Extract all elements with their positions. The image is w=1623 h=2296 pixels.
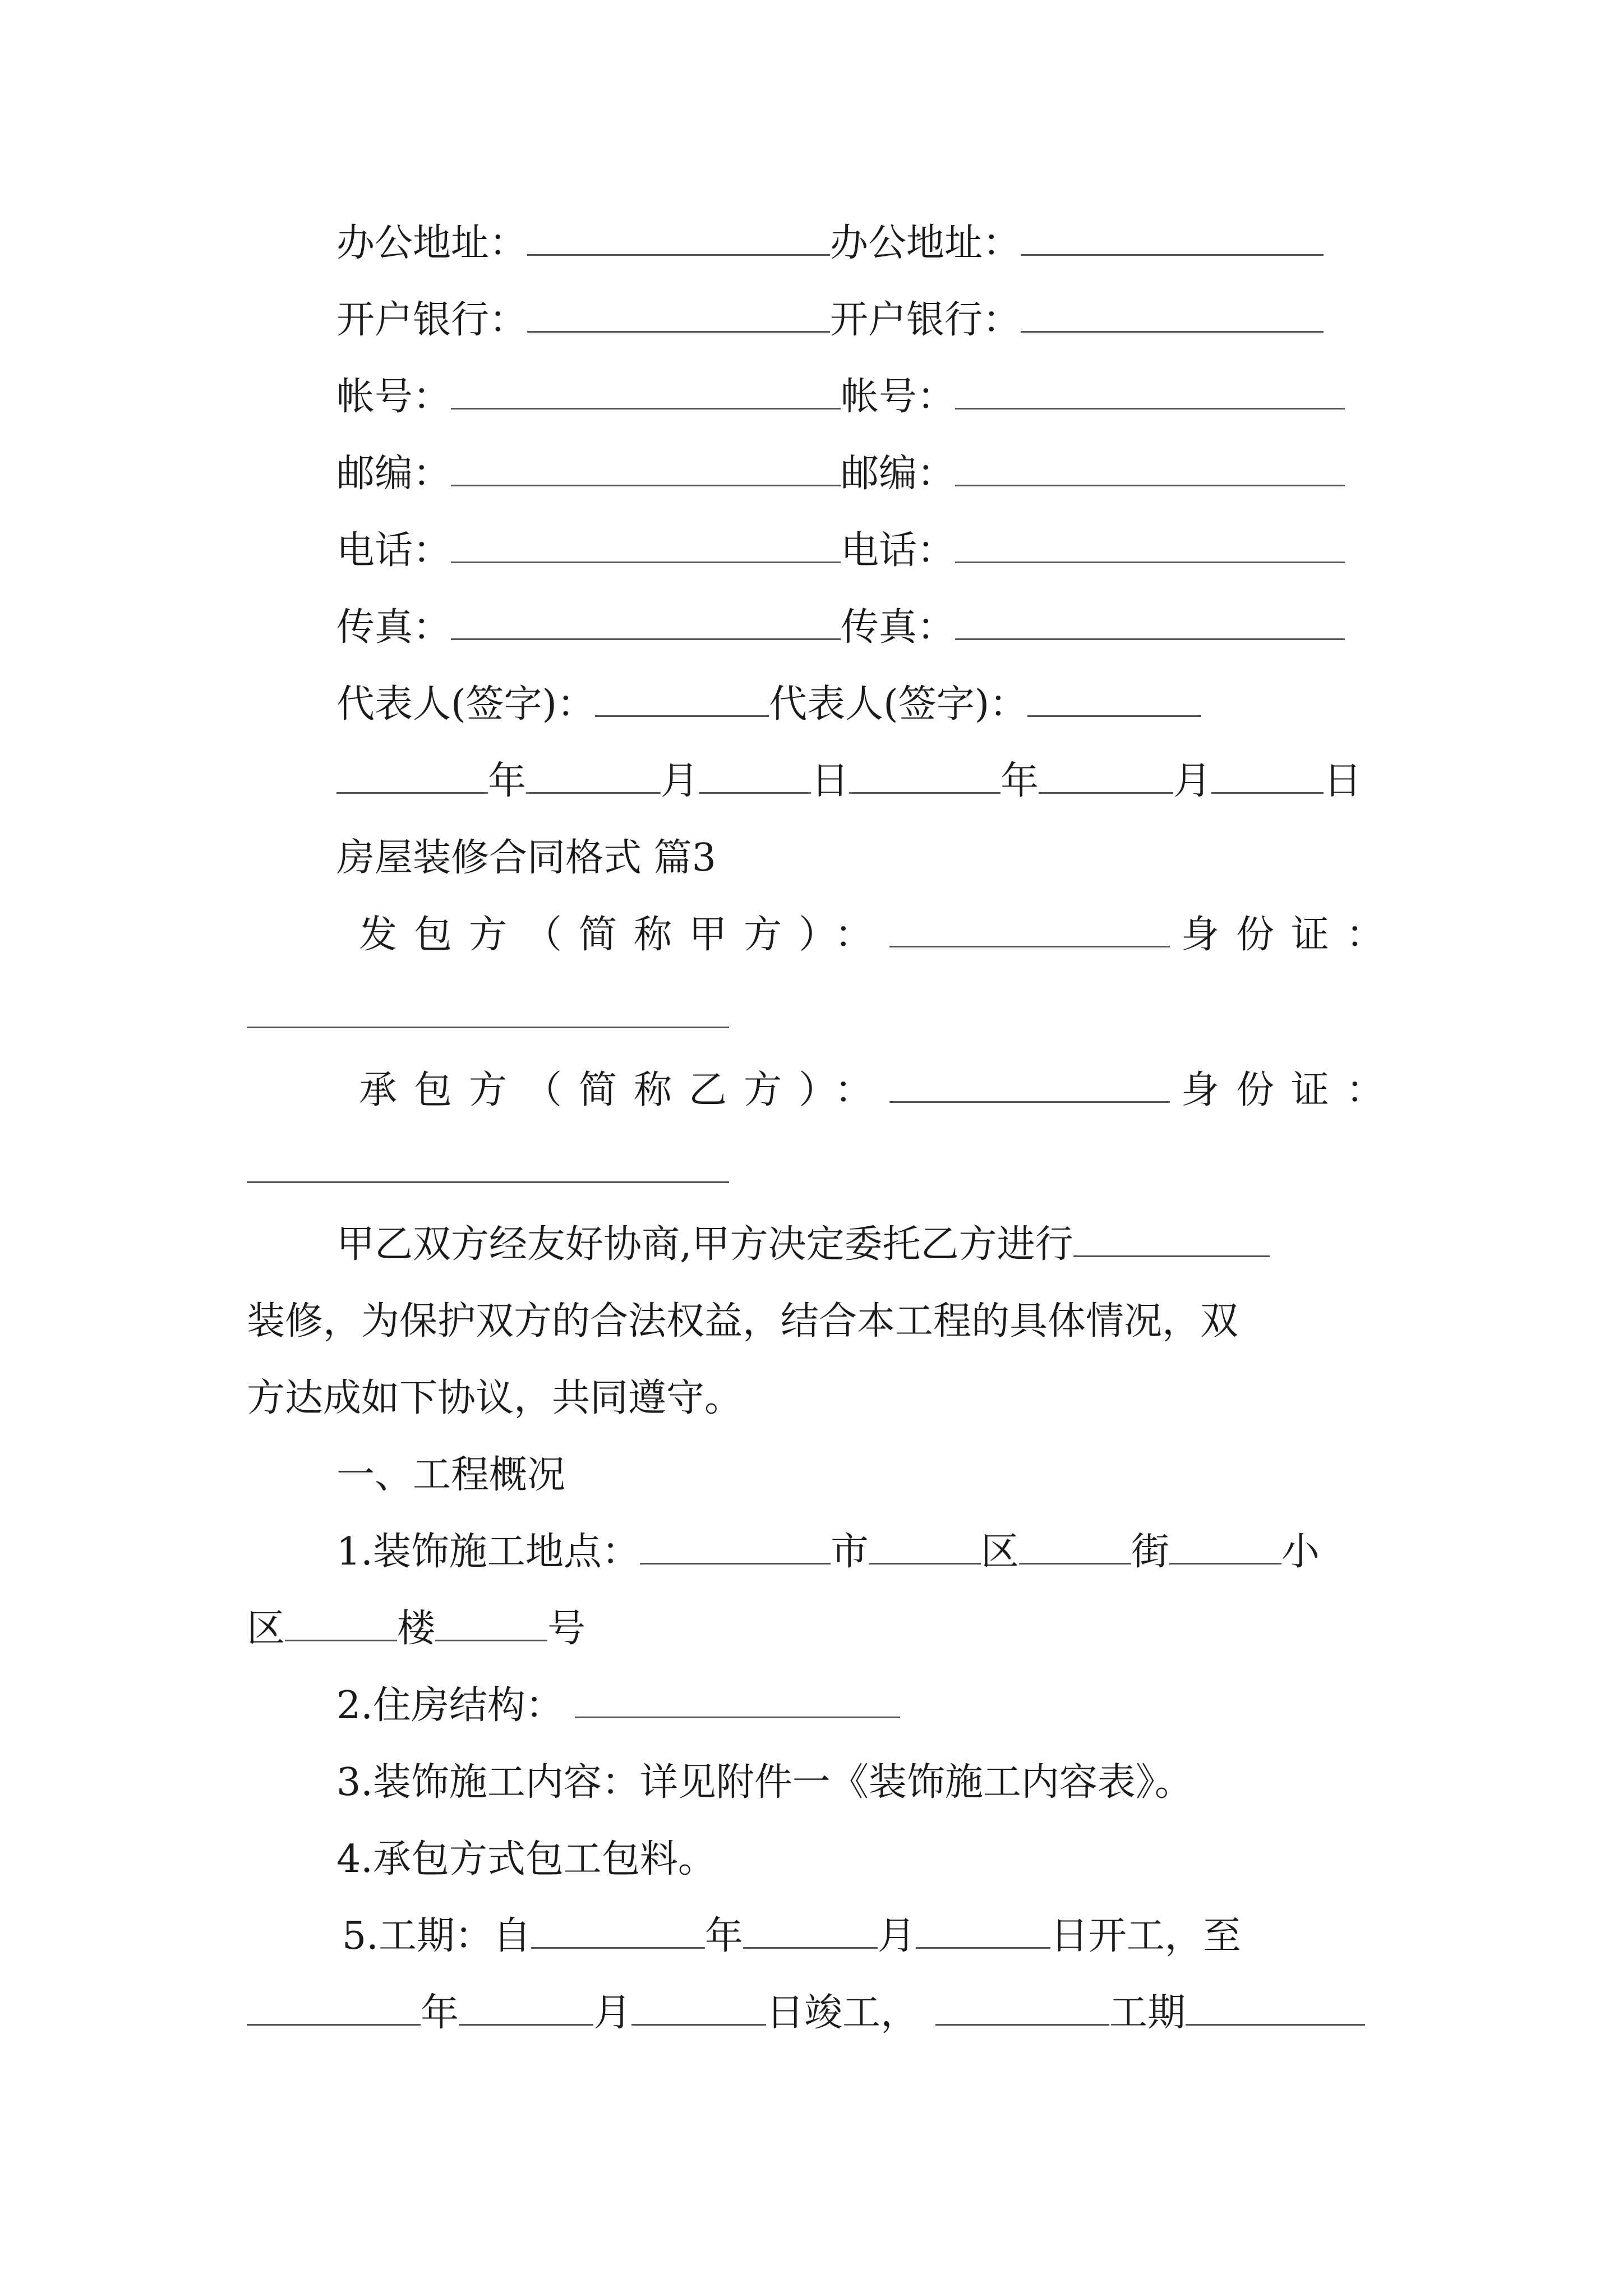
city-label: 市 xyxy=(830,1530,869,1574)
employer-id-label: 身份证： xyxy=(1181,913,1401,957)
employer-id-blank[interactable] xyxy=(247,1027,729,1028)
location-blank[interactable] xyxy=(640,1529,831,1565)
district-blank[interactable] xyxy=(1019,1529,1131,1565)
office-address-label-a: 办公地址： xyxy=(336,221,528,265)
item-4: 4.承包方式包工包料。 xyxy=(336,1837,716,1881)
account-label-a: 帐号： xyxy=(336,375,451,419)
representative-row xyxy=(336,679,1201,730)
end-year-blank[interactable] xyxy=(247,1990,421,2026)
day-label-b: 日 xyxy=(1324,759,1362,803)
end-day-blank[interactable] xyxy=(631,1990,766,2026)
item-5-label: 5.工期：自 xyxy=(342,1914,531,1958)
account-label-b: 帐号： xyxy=(841,375,956,419)
xiao-label: 小 xyxy=(1281,1530,1320,1574)
contractor-id-label: 身份证： xyxy=(1181,1068,1401,1112)
fax-label-a: 传真： xyxy=(336,605,451,650)
preamble-line-3: 方达成如下协议，共同遵守。 xyxy=(247,1376,743,1420)
building-label: 楼 xyxy=(397,1607,436,1651)
contractor-row xyxy=(359,1065,1401,1116)
date-row xyxy=(336,756,1362,807)
structure-blank[interactable] xyxy=(575,1683,900,1718)
completed-label: 日竣工， xyxy=(766,1991,919,2035)
month-blank-a[interactable] xyxy=(526,758,661,794)
day-blank-a[interactable] xyxy=(699,758,811,794)
fax-label-b: 传真： xyxy=(841,605,956,650)
phone-blank-a[interactable] xyxy=(451,528,841,563)
office-address-blank-a[interactable] xyxy=(527,220,830,256)
preamble-text-1: 甲乙双方经友好协商,甲方决定委托乙方进行 xyxy=(336,1222,1073,1267)
number-label: 号 xyxy=(547,1607,586,1651)
item-2 xyxy=(336,1680,900,1732)
bank-label-a: 开户银行： xyxy=(336,298,528,342)
item-5-line-2 xyxy=(247,1987,1365,2039)
street-blank[interactable] xyxy=(1169,1529,1281,1565)
representative-label-a: 代表人(签字)： xyxy=(336,682,596,726)
employer-label: 发包方（简称甲方）： xyxy=(359,913,890,957)
start-year-label: 年 xyxy=(704,1914,743,1958)
item-1-line-1 xyxy=(336,1526,1320,1578)
month-label-a: 月 xyxy=(661,759,699,803)
day-label-a: 日 xyxy=(811,759,850,803)
year-label-b: 年 xyxy=(1000,759,1039,803)
end-month-blank[interactable] xyxy=(459,1990,593,2026)
office-address-label-b: 办公地址： xyxy=(830,221,1021,265)
end-year-label: 年 xyxy=(421,1991,459,2035)
district-label: 区 xyxy=(980,1530,1019,1574)
postcode-label-b: 邮编： xyxy=(841,452,956,496)
preamble-line-2: 装修，为保护双方的合法权益，结合本工程的具体情况，双 xyxy=(247,1299,1239,1343)
postcode-label-a: 邮编： xyxy=(336,452,451,496)
item-1-label: 1.装饰施工地点： xyxy=(336,1530,640,1574)
preamble-line-1 xyxy=(336,1219,1270,1271)
month-label-b: 月 xyxy=(1173,759,1212,803)
representative-blank-b[interactable] xyxy=(1027,682,1201,717)
qu-label: 区 xyxy=(247,1607,285,1651)
year-label-a: 年 xyxy=(488,759,527,803)
day-blank-b[interactable] xyxy=(1211,758,1324,794)
employer-blank[interactable] xyxy=(889,912,1170,947)
item-3: 3.装饰施工内容：详见附件一《装饰施工内容表》。 xyxy=(336,1760,1193,1805)
bank-blank-a[interactable] xyxy=(527,297,830,333)
representative-label-b: 代表人(签字)： xyxy=(769,682,1028,726)
heading-project-overview: 一、工程概况 xyxy=(336,1453,566,1497)
street-label: 街 xyxy=(1131,1530,1169,1574)
postcode-blank-a[interactable] xyxy=(451,451,841,486)
postcode-blank-b[interactable] xyxy=(955,451,1345,486)
fax-row xyxy=(336,602,1345,654)
period-lead-blank[interactable] xyxy=(935,1990,1109,2026)
fax-blank-b[interactable] xyxy=(955,605,1345,640)
representative-blank-a[interactable] xyxy=(595,682,769,717)
office-address-blank-b[interactable] xyxy=(1021,220,1324,256)
period-label: 工期 xyxy=(1109,1991,1186,2035)
contractor-label: 承包方（简称乙方）： xyxy=(359,1068,890,1112)
item-5-line-1 xyxy=(342,1911,1241,1962)
contractor-id-blank[interactable] xyxy=(247,1181,729,1183)
bank-row xyxy=(336,295,1324,346)
phone-blank-b[interactable] xyxy=(955,528,1345,563)
start-month-blank[interactable] xyxy=(743,1913,878,1949)
period-blank[interactable] xyxy=(1186,1990,1365,2026)
employer-row xyxy=(359,909,1401,961)
building-blank[interactable] xyxy=(435,1606,547,1641)
postcode-row xyxy=(336,448,1345,500)
bank-blank-b[interactable] xyxy=(1021,297,1324,333)
section-title: 房屋装修合同格式 篇3 xyxy=(336,836,716,880)
account-row xyxy=(336,371,1345,423)
phone-label-b: 电话： xyxy=(841,528,956,573)
phone-row xyxy=(336,525,1345,577)
year-blank-a[interactable] xyxy=(336,758,488,794)
item-1-line-2 xyxy=(247,1603,585,1655)
bank-label-b: 开户银行： xyxy=(830,298,1021,342)
start-month-label: 月 xyxy=(877,1914,916,1958)
item-2-label: 2.住房结构： xyxy=(336,1683,564,1728)
account-blank-b[interactable] xyxy=(955,374,1345,409)
year-blank-b[interactable] xyxy=(849,758,1000,794)
account-blank-a[interactable] xyxy=(451,374,841,409)
start-label: 日开工，至 xyxy=(1050,1914,1241,1958)
office-address-row xyxy=(336,218,1324,269)
preamble-blank[interactable] xyxy=(1073,1222,1270,1257)
city-blank[interactable] xyxy=(869,1529,981,1565)
contractor-blank[interactable] xyxy=(889,1068,1170,1103)
community-blank[interactable] xyxy=(285,1606,397,1641)
start-day-blank[interactable] xyxy=(916,1913,1050,1949)
fax-blank-a[interactable] xyxy=(451,605,841,640)
start-year-blank[interactable] xyxy=(531,1913,705,1949)
phone-label-a: 电话： xyxy=(336,528,451,573)
month-blank-b[interactable] xyxy=(1039,758,1173,794)
end-month-label: 月 xyxy=(593,1991,632,2035)
